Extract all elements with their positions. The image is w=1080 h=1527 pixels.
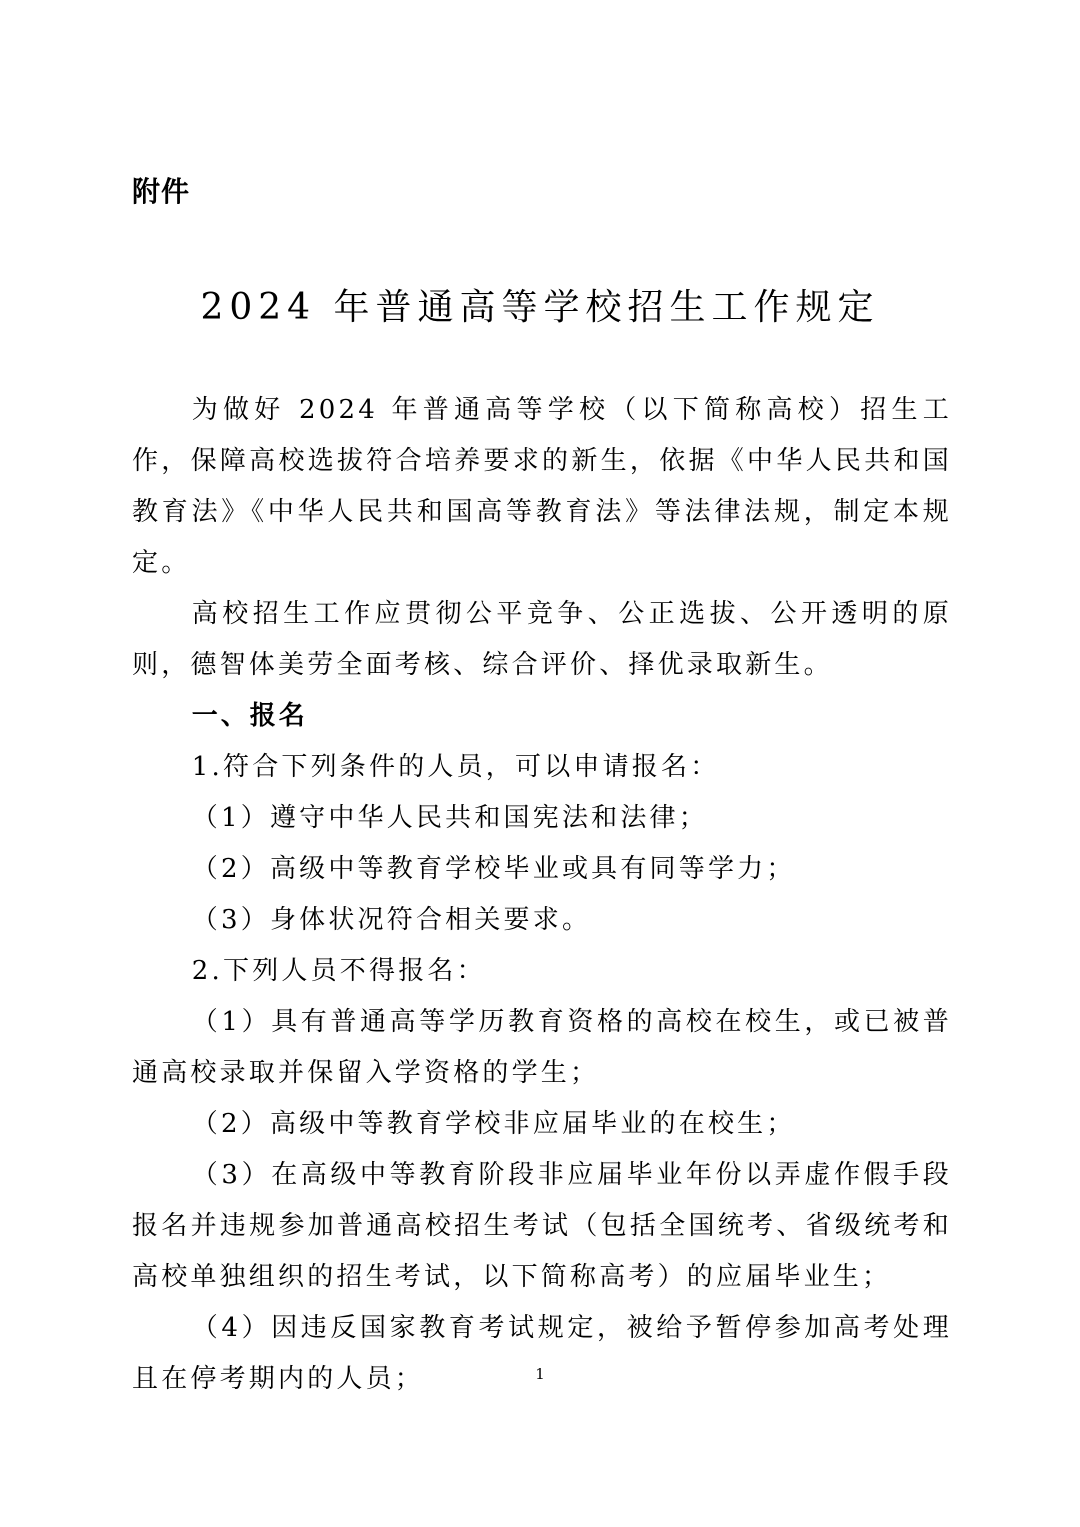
attachment-label: 附件 — [132, 175, 191, 208]
clause-1-item-2: （2）高级中等教育学校毕业或具有同等学力； — [191, 854, 796, 884]
clause-1-item-3: （3）身体状况符合相关要求。 — [191, 905, 592, 935]
intro-paragraph-2: 高校招生工作应贯彻公平竞争、公正选拔、公开透明的原则，德智体美劳全面考核、综合评价、择优录取新生。 — [132, 599, 952, 680]
document-title: 2024 年普通高等学校招生工作规定 — [200, 287, 880, 328]
clause-2-item-1: （1）具有普通高等学历教育资格的高校在校生，或已被普通高校录取并保留入学资格的学生； — [132, 1007, 952, 1088]
clause-1-lead: 1.符合下列条件的人员，可以申请报名： — [191, 752, 720, 782]
section-heading-registration: 一、报名 — [191, 701, 308, 731]
clause-2-lead: 2.下列人员不得报名： — [191, 956, 486, 986]
page-number: 1 — [535, 1365, 545, 1383]
clause-2-item-4: （4）因违反国家教育考试规定，被给予暂停参加高考处理且在停考期内的人员； — [132, 1313, 952, 1394]
clause-2-item-2: （2）高级中等教育学校非应届毕业的在校生； — [191, 1109, 796, 1139]
document-body — [132, 385, 952, 1405]
clause-2-item-3: （3）在高级中等教育阶段非应届毕业年份以弄虚作假手段报名并违规参加普通高校招生考试（包括全国统考、省级统考和高校单独组织的招生考试，以下简称高考）的应届毕业生； — [132, 1160, 952, 1292]
clause-1-item-1: （1）遵守中华人民共和国宪法和法律； — [191, 803, 708, 833]
intro-paragraph-1: 为做好 2024 年普通高等学校（以下简称高校）招生工作，保障高校选拔符合培养要求的新生，依据《中华人民共和国教育法》《中华人民共和国高等教育法》等法律法规，制定本规定。 — [132, 395, 952, 578]
